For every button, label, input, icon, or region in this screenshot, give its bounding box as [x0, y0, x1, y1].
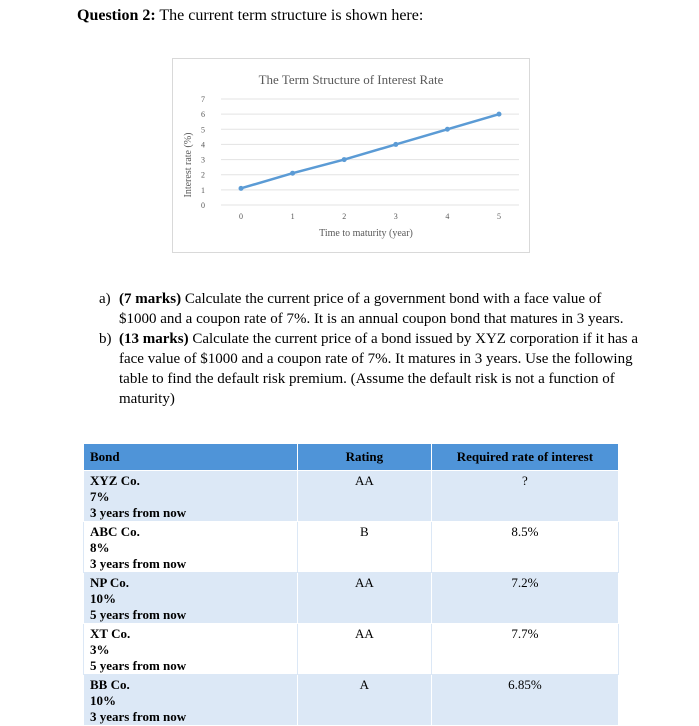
- table-row: [84, 522, 619, 573]
- rating-cell: AA: [298, 573, 432, 624]
- bond-name: ABC Co.: [90, 524, 140, 539]
- table-row: [84, 624, 619, 675]
- y-tick-label: 4: [201, 140, 205, 150]
- bond-coupon: 7%: [90, 489, 110, 504]
- rating-cell: AA: [298, 471, 432, 522]
- data-point: [445, 127, 450, 132]
- bond-cell: [84, 522, 298, 573]
- y-tick-label: 6: [201, 110, 205, 120]
- series-line: [241, 114, 499, 188]
- chart-svg: [173, 59, 529, 252]
- bond-maturity: 3 years from now: [90, 505, 187, 520]
- bond-cell: [84, 675, 298, 726]
- table-header-row: [84, 444, 619, 471]
- y-tick-label: 5: [201, 125, 205, 135]
- y-tick-label: 0: [201, 201, 205, 210]
- x-tick-label: 1: [290, 212, 295, 221]
- rate-cell: 7.2%: [431, 573, 618, 624]
- rating-cell: B: [298, 522, 432, 573]
- x-tick-label: 3: [393, 212, 398, 221]
- bond-table: [83, 443, 619, 726]
- table-row: [84, 471, 619, 522]
- rating-cell: AA: [298, 624, 432, 675]
- question-number: Question 2:: [77, 7, 156, 24]
- header-required-rate: Required rate of interest: [431, 444, 618, 471]
- part-a-label: a): [99, 291, 111, 307]
- part-a-marks: (7 marks): [119, 291, 182, 307]
- question-intro: The current term structure is shown here:: [159, 7, 424, 24]
- rating-cell: A: [298, 675, 432, 726]
- term-structure-chart: [172, 58, 530, 253]
- bond-cell: [84, 471, 298, 522]
- rate-cell: 8.5%: [431, 522, 618, 573]
- part-b-text: Calculate the current price of a bond issued by XYZ corporation if it has a face value of $1000 and a coupon rate of 7%. It matures in 3 years. Use the following table to find the default risk premium. (Assume the default risk is not a function of maturity): [119, 331, 639, 407]
- part-a: [99, 289, 639, 329]
- table-row: [84, 675, 619, 726]
- bond-name: BB Co.: [90, 677, 130, 692]
- bond-maturity: 3 years from now: [90, 709, 187, 724]
- rate-cell: ?: [431, 471, 618, 522]
- y-tick-label: 2: [201, 170, 205, 180]
- bond-name: XYZ Co.: [90, 473, 140, 488]
- y-tick-label: 7: [201, 95, 205, 104]
- bond-maturity: 3 years from now: [90, 556, 187, 571]
- data-point: [239, 186, 244, 191]
- data-point: [290, 171, 295, 176]
- data-point: [497, 112, 502, 117]
- rate-cell: 7.7%: [431, 624, 618, 675]
- x-tick-label: 2: [342, 212, 347, 221]
- part-b-marks: (13 marks): [119, 331, 189, 347]
- rate-cell: 6.85%: [431, 675, 618, 726]
- x-tick-label: 5: [497, 212, 501, 221]
- question-heading: [77, 7, 423, 25]
- bond-cell: [84, 573, 298, 624]
- chart-title: The Term Structure of Interest Rate: [258, 72, 444, 87]
- bond-coupon: 10%: [90, 693, 116, 708]
- bond-name: NP Co.: [90, 575, 129, 590]
- chart-x-axis-label: Time to maturity (year): [319, 228, 413, 239]
- x-tick-label: 0: [239, 212, 243, 221]
- part-b-label: b): [99, 331, 112, 347]
- y-tick-label: 1: [201, 185, 205, 195]
- table-row: [84, 573, 619, 624]
- bond-coupon: 10%: [90, 591, 116, 606]
- chart-y-axis-label: Interest rate (%): [183, 132, 194, 198]
- data-point: [342, 157, 347, 162]
- bond-maturity: 5 years from now: [90, 607, 187, 622]
- part-b: [99, 329, 639, 409]
- header-rating: Rating: [298, 444, 432, 471]
- bond-coupon: 3%: [90, 642, 110, 657]
- bond-cell: [84, 624, 298, 675]
- bond-name: XT Co.: [90, 626, 131, 641]
- bond-maturity: 5 years from now: [90, 658, 187, 673]
- x-tick-label: 4: [445, 212, 450, 221]
- question-parts: [99, 289, 639, 409]
- y-tick-label: 3: [201, 155, 205, 165]
- header-bond: Bond: [84, 444, 298, 471]
- data-point: [393, 142, 398, 147]
- part-a-text: Calculate the current price of a government bond with a face value of $1000 and a coupon rate of 7%. It is an annual coupon bond that matures in 3 years.: [119, 291, 624, 327]
- bond-coupon: 8%: [90, 540, 110, 555]
